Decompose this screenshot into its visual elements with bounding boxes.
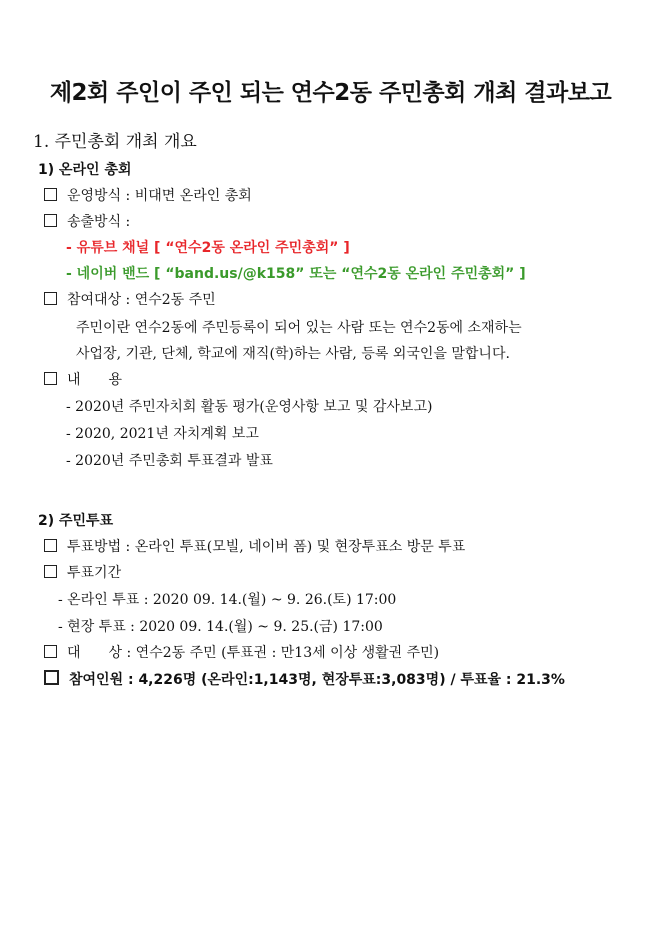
content-list-item: - 2020, 2021년 자치계획 보고 [66,426,259,442]
naver-band-item: - 네이버 밴드 [ “band.us/@k158” 또는 “연수2동 온라인 주민총회” ] [66,266,526,282]
onsite-vote-period: - 현장 투표 : 2020 09. 14.(월) ~ 9. 25.(금) 17:00 [58,619,383,635]
document-title: 제2회 주인이 주인 되는 연수2동 주민총회 개최 결과보고 [49,80,612,106]
online-vote-period: - 온라인 투표 : 2020 09. 14.(월) ~ 9. 26.(토) 17:00 [58,592,397,608]
checkbox-icon [44,670,59,685]
vote-method-item [44,537,465,557]
checkbox-icon [44,214,57,227]
participation-target-text: 참여대상 : 연수2동 주민 [67,292,216,308]
content-item [44,370,122,390]
checkbox-icon [44,292,57,305]
vote-target-label-part-1: 대 [67,645,81,661]
resident-vote-heading: 2) 주민투표 [38,513,114,529]
checkbox-icon [44,539,57,552]
section-1-heading: 1. 주민총회 개최 개요 [33,132,197,152]
checkbox-icon [44,645,57,658]
participants-text: 참여인원 : 4,226명 (온라인:1,143명, 현장투표:3,083명) / 투표율 : 21.3% [69,672,565,688]
vote-period-text: 투표기간 [67,565,122,581]
checkbox-icon [44,565,57,578]
content-label-part-1: 내 [67,372,81,388]
operation-method-text: 운영방식 : 비대면 온라인 총회 [67,188,252,204]
content-label-part-2: 용 [108,372,123,388]
broadcast-method-text: 송출방식 : [67,214,131,230]
online-assembly-heading: 1) 온라인 총회 [38,162,132,178]
vote-method-text: 투표방법 : 온라인 투표(모빌, 네이버 폼) 및 현장투표소 방문 투표 [67,539,466,555]
participants-item [44,670,565,690]
vote-period-item [44,563,121,583]
vote-target-item [44,643,439,663]
broadcast-method-item [44,212,130,232]
vote-target-value: : 연수2동 주민 (투표권 : 만13세 이상 생활권 주민) [126,645,440,661]
vote-target-label-part-2: 상 [108,645,123,661]
youtube-channel-item: - 유튜브 채널 [ “연수2동 온라인 주민총회” ] [66,240,350,256]
target-description-line-1: 주민이란 연수2동에 주민등록이 되어 있는 사람 또는 연수2동에 소재하는 [76,320,522,336]
target-description-line-2: 사업장, 기관, 단체, 학교에 재직(학)하는 사람, 등록 외국인을 말합니다. [76,346,510,362]
checkbox-icon [44,372,57,385]
checkbox-icon [44,188,57,201]
participation-target-item [44,290,216,310]
operation-method-item [44,186,252,206]
content-list-item: - 2020년 주민총회 투표결과 발표 [66,453,273,469]
content-list-item: - 2020년 주민자치회 활동 평가(운영사항 보고 및 감사보고) [66,399,433,415]
